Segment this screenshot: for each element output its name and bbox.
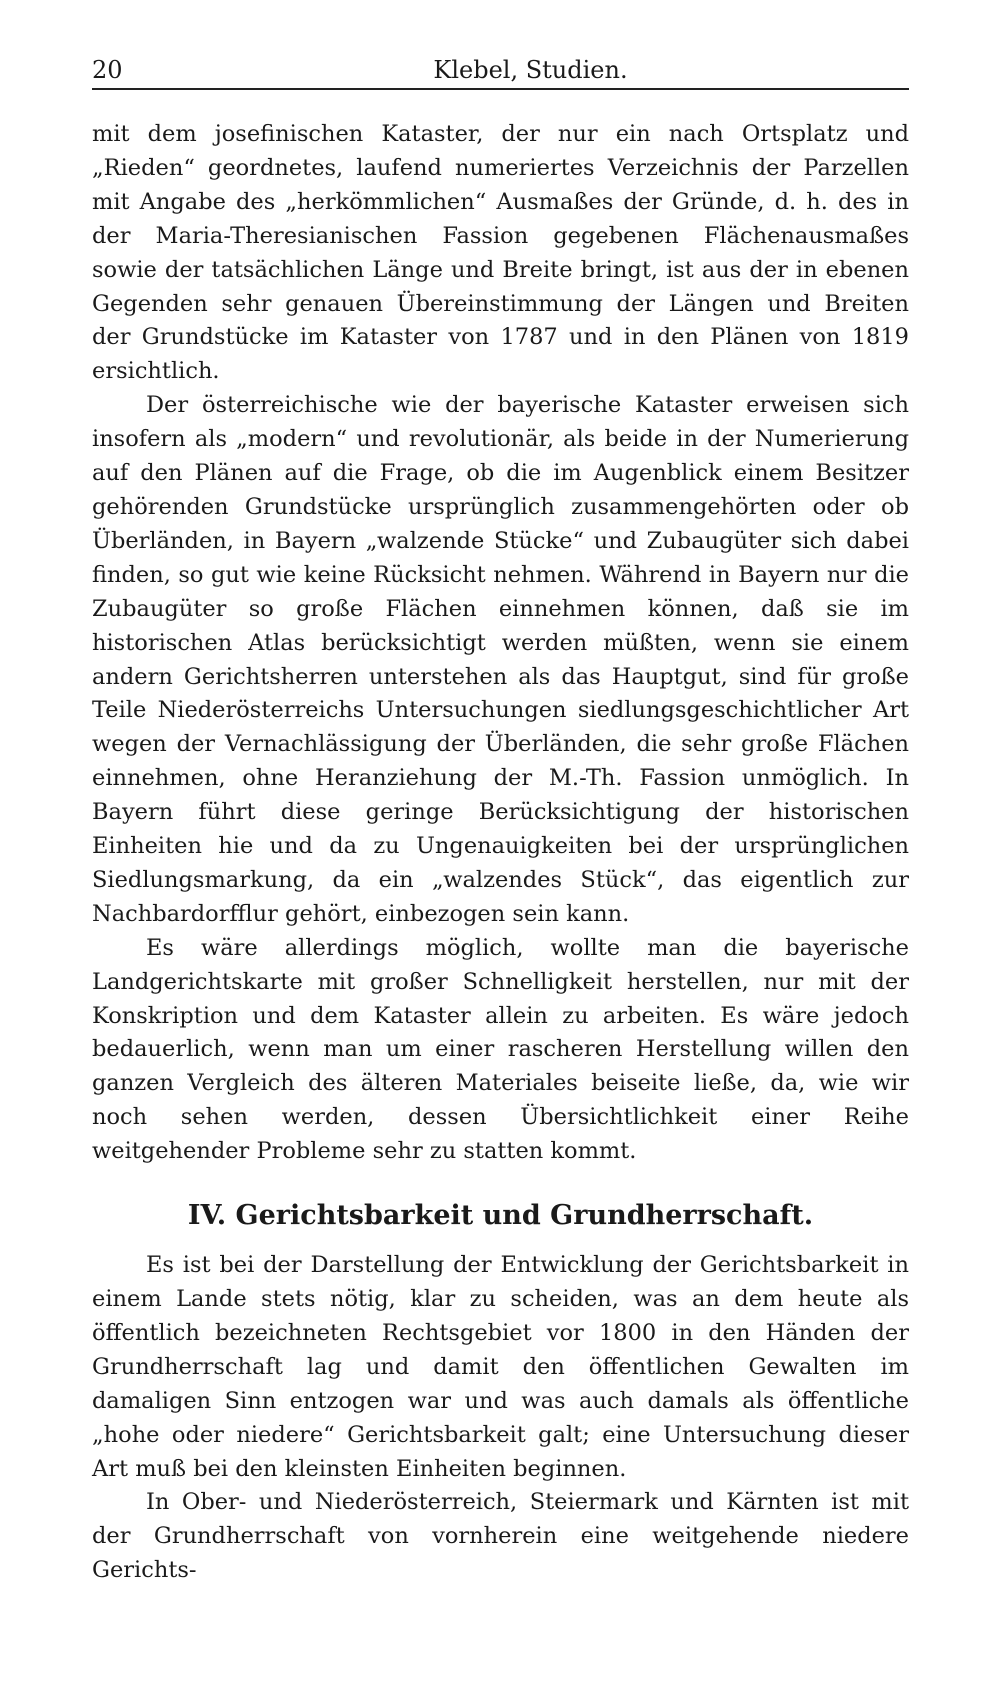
section-heading: IV. Gerichtsbarkeit und Grundherrschaft. bbox=[187, 1200, 814, 1232]
paragraph-gerichtsbarkeit: Es ist bei der Darstellung der Entwicklung der Gerichtsbarkeit in einem Lande stets nötig, klar zu scheiden, was an dem heute als öffentlich bezeichneten Rechtsgebiet vor 1800 in den Händen der Grundherrschaft lag und damit den öffentlichen Gewalten im damaligen Sinn entzogen war und was auch damals als öffentliche „hohe oder niedere“ Gerichtsbarkeit galt; eine Untersuchung dieser Art muß bei den kleinsten Einheiten beginnen. bbox=[92, 1252, 909, 1482]
page-body bbox=[92, 118, 909, 1588]
paragraph-oesterreich: In Ober- und Niederösterreich, Steiermark und Kärnten ist mit der Grundherrschaft von vornherein eine weitgehende niedere Gerichts- bbox=[92, 1489, 909, 1584]
paragraph-landgerichtskarte: Es wäre allerdings möglich, wollte man die bayerische Landgerichtskarte mit großer Schnelligkeit herstellen, nur mit der Konskription und dem Kataster allein zu arbeiten. Es wäre jedoch bedauerlich, wenn man um einer rascheren Herstellung willen den ganzen Vergleich des älteren Materiales beiseite ließe, da, wie wir noch sehen werden, dessen Übersichtlichkeit einer Reihe weitgehender Probleme sehr zu statten kommt. bbox=[92, 934, 909, 1165]
page-number: 20 bbox=[92, 56, 123, 84]
page-header bbox=[92, 52, 909, 90]
paragraph-kataster-modern: Der österreichische wie der bayerische Kataster erweisen sich insofern als „modern“ und revolutionär, als beide in der Numerierung auf den Plänen auf die Frage, ob die im Augenblick einem Besitzer gehörenden Grundstücke ursprünglich zusammengehörten oder ob Überländen, in Bayern „walzende Stücke“ und Zubaugüter sich dabei finden, so gut wie keine Rücksicht nehmen. Während in Bayern nur die Zubaugüter so große Flächen einnehmen können, daß sie im historischen Atlas berücksichtigt werden müßten, wenn sie einem andern Gerichtsherren unterstehen als das Hauptgut, sind für große Teile Niederösterreichs Untersuchungen siedlungsgeschichtlicher Art wegen der Vernachlässigung der Überländen, die sehr große Flächen einnehmen, ohne Heranziehung der M.-Th. Fassion unmöglich. In Bayern führt diese geringe Berücksichtigung der historischen Einheiten hie und da zu Ungenauigkeiten bei der ursprünglichen Siedlungsmarkung, da ein „walzendes Stück“, das eigentlich zur Nachbardorfflur gehört, einbezogen sein kann. bbox=[92, 392, 909, 927]
paragraph-continued: mit dem josefinischen Kataster, der nur ein nach Ortsplatz und „Rieden“ geordnetes, laufend numeriertes Verzeichnis der Parzellen mit Angabe des „herkömmlichen“ Ausmaßes der Gründe, d. h. des in der Maria-Theresianischen Fassion gegebenen Flächenausmaßes sowie der tatsächlichen Länge und Breite bringt, ist aus der in ebenen Gegenden sehr genauen Übereinstimmung der Längen und Breiten der Grundstücke im Kataster von 1787 und in den Plänen von 1819 ersichtlich. bbox=[92, 121, 909, 385]
running-title: Klebel, Studien. bbox=[433, 56, 628, 84]
